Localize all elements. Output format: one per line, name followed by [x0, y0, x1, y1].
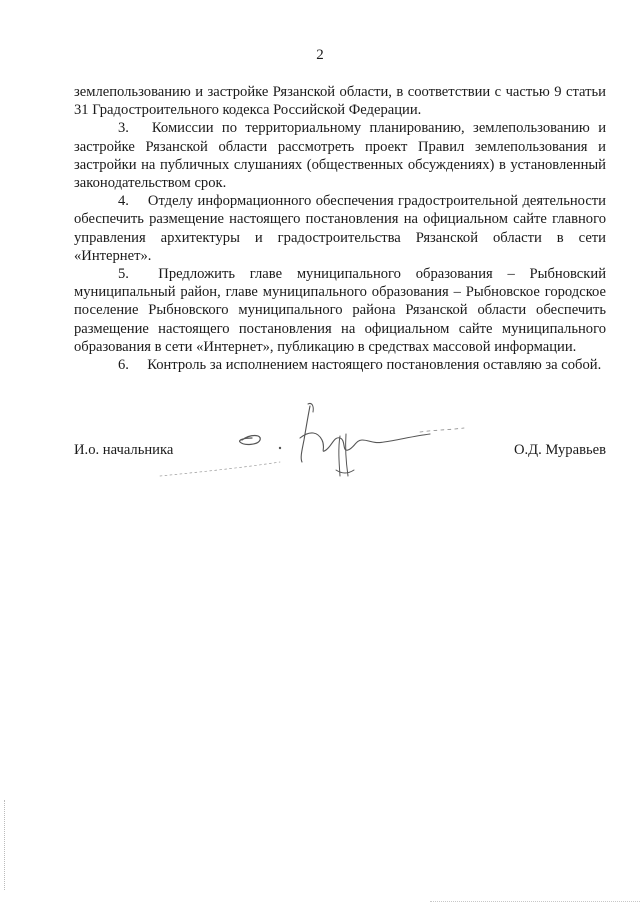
paragraph-3: 3. Комиссии по территориальному планированию, землепользованию и застройке Рязанской области рассмотреть проект Правил землепользования и застройки на публичных слушаниях (общественных обсуждениях) в установленный законодательством срок. [74, 120, 606, 192]
handwritten-signature [150, 398, 480, 488]
page-number: 2 [316, 47, 324, 63]
document-body [74, 83, 606, 374]
scan-bottom-mark [430, 901, 640, 903]
scan-edge-mark [4, 800, 6, 890]
paragraph-5: 5. Предложить главе муниципального образования – Рыбновский муниципальный район, главе муниципального образования – Рыбновское городское поселение Рыбновского муниципального района Рязанской области обеспечить размещение настоящего постановления на официальном сайте муниципального образования в сети «Интернет», публикацию в средствах массовой информации. [74, 266, 606, 355]
signatory-name: О.Д. Муравьев [513, 442, 606, 458]
paragraph-6: 6. Контроль за исполнением настоящего постановления оставляю за собой. [118, 357, 602, 374]
paragraph-4: 4. Отделу информационного обеспечения градостроительной деятельности обеспечить размещение настоящего постановления на официальном сайте главного управления архитектуры и градостроительства Рязанской области в сети «Интернет». [74, 193, 606, 264]
paragraph-continuation: землепользованию и застройке Рязанской области, в соответствии с частью 9 статьи 31 Градостроительного кодекса Российской Федерации. [74, 84, 606, 119]
signatory-title: И.о. начальника [74, 442, 174, 458]
